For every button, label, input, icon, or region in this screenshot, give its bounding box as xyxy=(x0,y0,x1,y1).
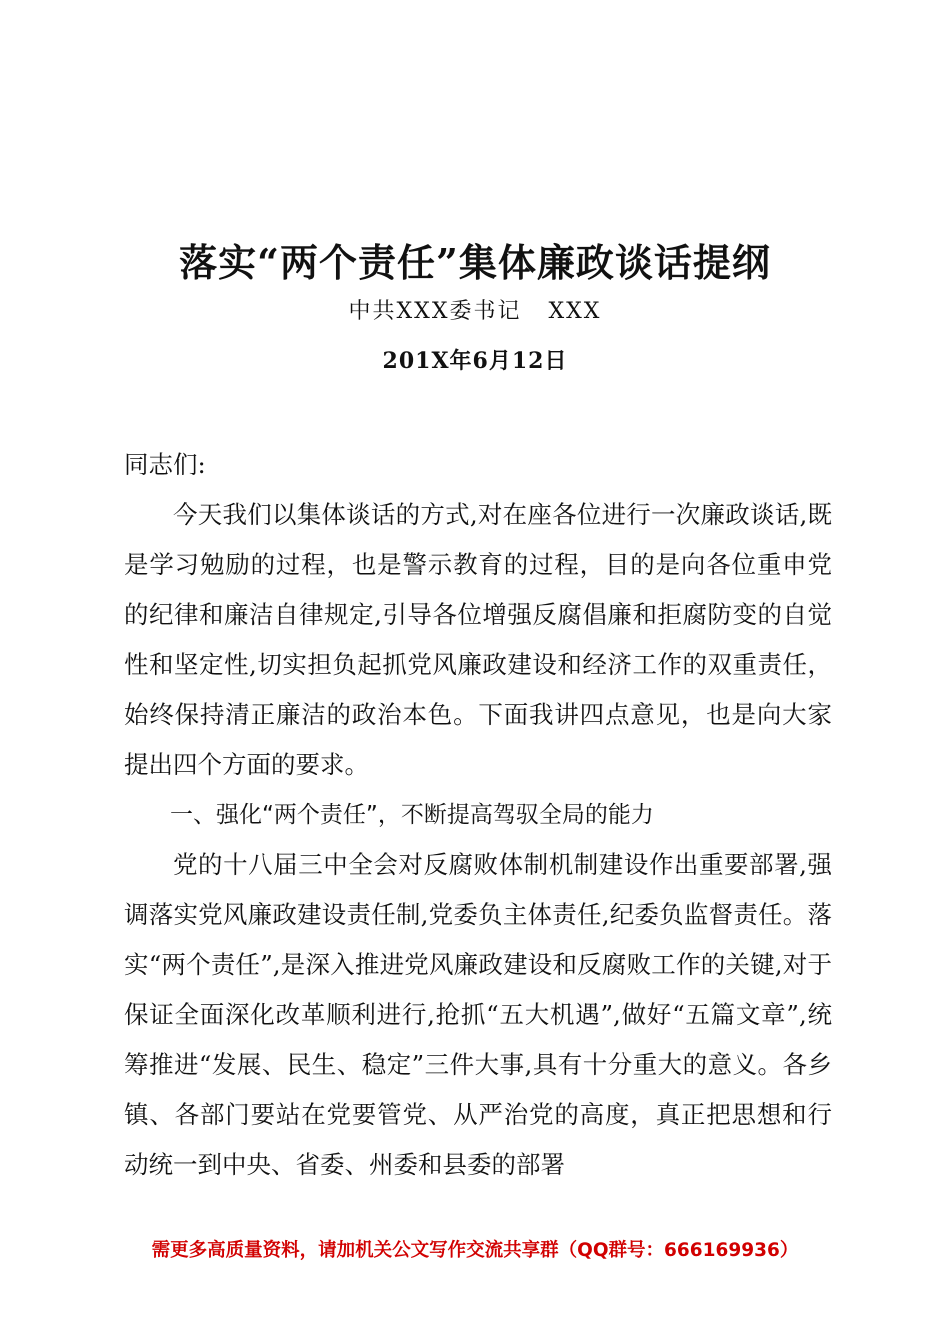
document-body xyxy=(124,440,832,1190)
footer-notice: 需更多高质量资料，请加机关公文写作交流共享群（QQ群号：666169936） xyxy=(151,1240,799,1261)
intro-paragraph: 今天我们以集体谈话的方式,对在座各位进行一次廉政谈话,既是学习勉励的过程，也是警示教育的过程，目的是向各位重申党的纪律和廉洁自律规定,引导各位增强反腐倡廉和拒腐防变的自觉性和坚定性,切实担负起抓党风廉政建设和经济工作的双重责任，始终保持清正廉洁的政治本色。下面我讲四点意见，也是向大家提出四个方面的要求。 xyxy=(124,500,832,779)
document-author: 中共XXX委书记 XXX xyxy=(348,299,602,324)
document-title: 落实“两个责任”集体廉政谈话提纲 xyxy=(179,240,771,285)
section-heading: 一、强化“两个责任”，不断提高驾驭全局的能力 xyxy=(170,802,654,828)
salutation: 同志们: xyxy=(124,450,206,479)
document-date: 201X年6月12日 xyxy=(382,348,568,374)
section-paragraph: 党的十八届三中全会对反腐败体制机制建设作出重要部署,强调落实党风廉政建设责任制,党委负主体责任,纪委负监督责任。落实“两个责任”,是深入推进党风廉政建设和反腐败工作的关键,对于保证全面深化改革顺利进行,抢抓“五大机遇”,做好“五篇文章”,统筹推进“发展、民生、稳定”三件大事,具有十分重大的意义。各乡镇、各部门要站在党要管党、从严治党的高度，真正把思想和行动统一到中央、省委、州委和县委的部署 xyxy=(124,850,832,1179)
